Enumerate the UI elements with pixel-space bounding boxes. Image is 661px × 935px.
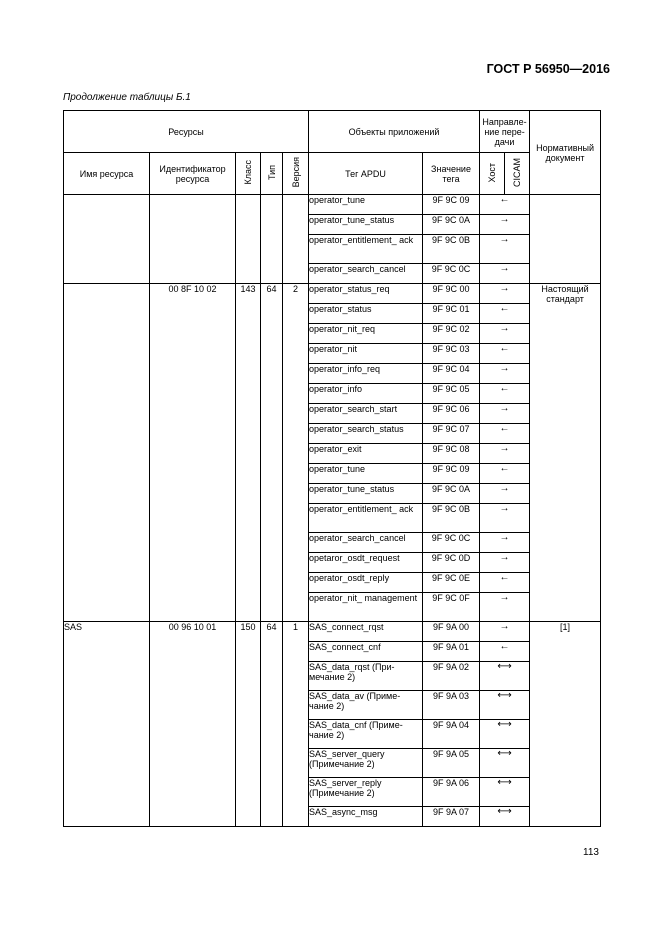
direction-arrow-cell: ← <box>480 384 530 404</box>
direction-arrow-cell: → <box>480 593 530 622</box>
direction-arrow-cell: → <box>480 324 530 344</box>
direction-arrow-cell: ⟷ <box>480 807 530 827</box>
tag-value-cell: 9F 9C 0F <box>423 593 480 622</box>
direction-arrow-cell: → <box>480 504 530 533</box>
direction-arrow-cell: → <box>480 444 530 464</box>
header-class <box>236 153 261 195</box>
direction-arrow-cell: → <box>480 235 530 264</box>
apdu-tag-cell: operator_nit_ management <box>309 593 423 622</box>
tag-value-cell: 9F 9C 0D <box>423 553 480 573</box>
apdu-tag-cell: operator_search_start <box>309 404 423 424</box>
header-apdu-tag: Тег APDU <box>309 153 423 195</box>
header-type-label: Тип <box>266 164 277 180</box>
header-version-label: Версия <box>290 157 301 188</box>
resource-id-cell <box>150 195 236 284</box>
tag-value-cell: 9F 9A 02 <box>423 662 480 691</box>
version-cell <box>283 195 309 284</box>
header-host <box>480 153 505 195</box>
direction-arrow-cell: ← <box>480 424 530 444</box>
tag-value-cell: 9F 9A 06 <box>423 778 480 807</box>
type-cell: 64 <box>261 284 283 622</box>
apdu-tag-cell: SAS_connect_rqst <box>309 622 423 642</box>
header-version <box>283 153 309 195</box>
header-class-label: Класс <box>243 160 253 185</box>
direction-arrow-cell: ⟷ <box>480 749 530 778</box>
apdu-tag-cell: operator_status_req <box>309 284 423 304</box>
apdu-tag-cell: operator_search_status <box>309 424 423 444</box>
header-direction: Направле-ние пере-дачи <box>480 111 530 153</box>
direction-arrow-cell: ← <box>480 642 530 662</box>
tag-value-cell: 9F 9C 0A <box>423 484 480 504</box>
direction-arrow-cell: ← <box>480 195 530 215</box>
direction-arrow-cell: ← <box>480 464 530 484</box>
tag-value-cell: 9F 9C 04 <box>423 364 480 384</box>
class-cell <box>236 195 261 284</box>
table-body <box>64 195 601 827</box>
apdu-tag-cell: SAS_async_msg <box>309 807 423 827</box>
direction-arrow-cell: ← <box>480 573 530 593</box>
header-host-label: Хост <box>487 162 498 183</box>
table-row <box>64 195 601 215</box>
apdu-tag-cell: SAS_data_cnf (Приме-чание 2) <box>309 720 423 749</box>
version-cell: 1 <box>283 622 309 827</box>
direction-arrow-cell: ← <box>480 304 530 324</box>
direction-arrow-cell: ← <box>480 344 530 364</box>
table-row <box>64 622 601 642</box>
tag-value-cell: 9F 9A 04 <box>423 720 480 749</box>
normative-doc-cell: Настоящий стандарт <box>530 284 601 622</box>
apdu-tag-cell: operator_search_cancel <box>309 264 423 284</box>
tag-value-cell: 9F 9C 00 <box>423 284 480 304</box>
resource-name-cell: SAS <box>64 622 150 827</box>
direction-arrow-cell: → <box>480 533 530 553</box>
tag-value-cell: 9F 9C 0B <box>423 504 480 533</box>
table-row <box>64 284 601 304</box>
tag-value-cell: 9F 9C 03 <box>423 344 480 364</box>
apdu-tag-cell: operator_info_req <box>309 364 423 384</box>
header-cicam-label: CICAM <box>512 158 523 187</box>
apdu-tag-cell: operator_osdt_reply <box>309 573 423 593</box>
page-number: 113 <box>583 847 599 858</box>
apdu-tag-cell: operator_tune_status <box>309 215 423 235</box>
tag-value-cell: 9F 9C 01 <box>423 304 480 324</box>
direction-arrow-cell: → <box>480 264 530 284</box>
apdu-tag-cell: operator_info <box>309 384 423 404</box>
tag-value-cell: 9F 9C 05 <box>423 384 480 404</box>
apdu-tag-cell: operator_entitlement_ ack <box>309 235 423 264</box>
direction-arrow-cell: ⟷ <box>480 662 530 691</box>
tag-value-cell: 9F 9C 0C <box>423 533 480 553</box>
header-tag-value: Значение тега <box>423 153 480 195</box>
tag-value-cell: 9F 9C 09 <box>423 195 480 215</box>
resource-name-cell <box>64 195 150 284</box>
tag-value-cell: 9F 9C 07 <box>423 424 480 444</box>
direction-arrow-cell: → <box>480 215 530 235</box>
apdu-tag-cell: operator_entitlement_ ack <box>309 504 423 533</box>
header-resource-name: Имя ресурса <box>64 153 150 195</box>
tag-value-cell: 9F 9C 0B <box>423 235 480 264</box>
tag-value-cell: 9F 9A 01 <box>423 642 480 662</box>
normative-doc-cell: [1] <box>530 622 601 827</box>
tag-value-cell: 9F 9A 00 <box>423 622 480 642</box>
type-cell: 64 <box>261 622 283 827</box>
apdu-tag-cell: SAS_server_reply (Примечание 2) <box>309 778 423 807</box>
normative-doc-cell <box>530 195 601 284</box>
apdu-tag-cell: SAS_server_query (Примечание 2) <box>309 749 423 778</box>
apdu-tag-cell: operator_exit <box>309 444 423 464</box>
tag-value-cell: 9F 9C 09 <box>423 464 480 484</box>
version-cell: 2 <box>283 284 309 622</box>
type-cell <box>261 195 283 284</box>
apdu-tag-cell: operator_tune <box>309 464 423 484</box>
tag-value-cell: 9F 9A 07 <box>423 807 480 827</box>
header-resource-id: Идентификатор ресурса <box>150 153 236 195</box>
apdu-tag-cell: SAS_connect_cnf <box>309 642 423 662</box>
direction-arrow-cell: → <box>480 553 530 573</box>
tag-value-cell: 9F 9C 08 <box>423 444 480 464</box>
tag-value-cell: 9F 9C 02 <box>423 324 480 344</box>
header-cicam <box>505 153 530 195</box>
resource-id-cell: 00 8F 10 02 <box>150 284 236 622</box>
apdu-tag-cell: SAS_data_rqst (При-мечание 2) <box>309 662 423 691</box>
resource-name-cell <box>64 284 150 622</box>
header-type <box>261 153 283 195</box>
tag-value-cell: 9F 9C 0E <box>423 573 480 593</box>
apdu-tag-cell: operator_status <box>309 304 423 324</box>
header-app-objects: Объекты приложений <box>309 111 480 153</box>
apdu-tag-cell: SAS_data_av (Приме-чание 2) <box>309 691 423 720</box>
resource-id-cell: 00 96 10 01 <box>150 622 236 827</box>
class-cell: 150 <box>236 622 261 827</box>
apdu-tag-cell: operator_nit_req <box>309 324 423 344</box>
direction-arrow-cell: → <box>480 284 530 304</box>
tag-value-cell: 9F 9C 0C <box>423 264 480 284</box>
direction-arrow-cell: → <box>480 622 530 642</box>
apdu-tag-cell: opetaror_osdt_request <box>309 553 423 573</box>
class-cell: 143 <box>236 284 261 622</box>
header-resources: Ресурсы <box>64 111 309 153</box>
tag-value-cell: 9F 9C 0A <box>423 215 480 235</box>
document-code: ГОСТ Р 56950—2016 <box>486 62 610 76</box>
tag-value-cell: 9F 9A 03 <box>423 691 480 720</box>
apdu-tag-cell: operator_tune <box>309 195 423 215</box>
resource-table <box>63 110 601 827</box>
tag-value-cell: 9F 9C 06 <box>423 404 480 424</box>
apdu-tag-cell: operator_search_cancel <box>309 533 423 553</box>
table-caption: Продолжение таблицы Б.1 <box>63 92 191 103</box>
tag-value-cell: 9F 9A 05 <box>423 749 480 778</box>
header-normative: Нормативный документ <box>530 111 601 195</box>
apdu-tag-cell: operator_nit <box>309 344 423 364</box>
direction-arrow-cell: → <box>480 404 530 424</box>
apdu-tag-cell: operator_tune_status <box>309 484 423 504</box>
direction-arrow-cell: ⟷ <box>480 778 530 807</box>
direction-arrow-cell: ⟷ <box>480 691 530 720</box>
direction-arrow-cell: ⟷ <box>480 720 530 749</box>
direction-arrow-cell: → <box>480 484 530 504</box>
direction-arrow-cell: → <box>480 364 530 384</box>
